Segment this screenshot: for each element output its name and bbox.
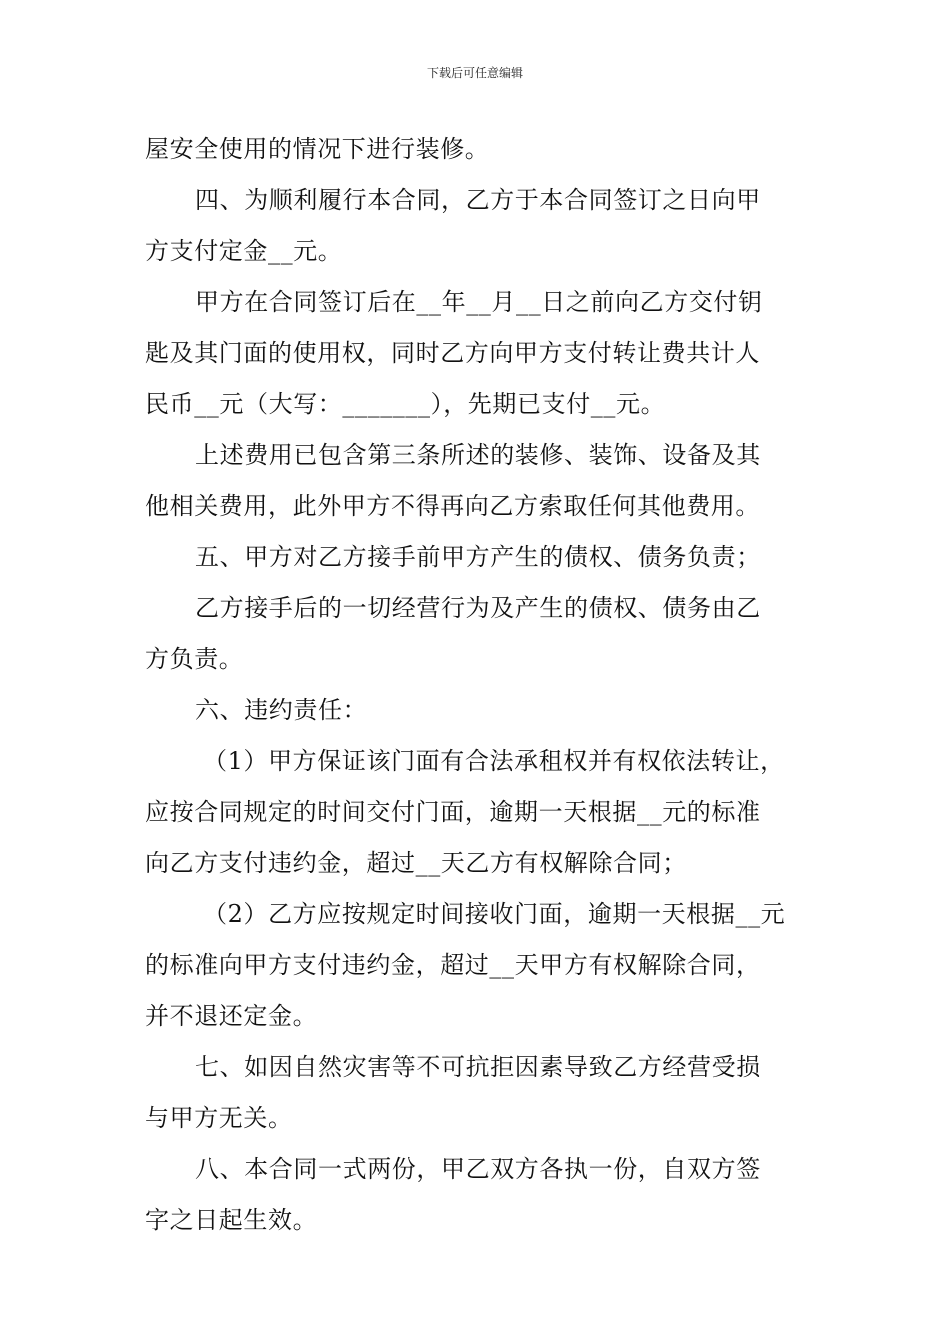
text-line: 六、违约责任： — [195, 696, 368, 724]
text-line: 屋安全使用的情况下进行装修。 — [145, 135, 490, 163]
text-line: 上述费用已包含第三条所述的装修、装饰、设备及其 — [195, 441, 761, 469]
text-line: 民币__元（大写：_______），先期已支付__元。 — [145, 390, 666, 418]
text-line: 向乙方支付违约金，超过__天乙方有权解除合同； — [145, 849, 687, 877]
text-line: 乙方接手后的一切经营行为及产生的债权、债务由乙 — [195, 594, 761, 622]
text-line: 方支付定金__元。 — [145, 237, 343, 265]
text-line: 五、甲方对乙方接手前甲方产生的债权、债务负责； — [195, 543, 761, 571]
text-line: 字之日起生效。 — [145, 1206, 318, 1234]
text-line: （1）甲方保证该门面有合法承租权并有权依法转让， — [203, 747, 785, 775]
text-line: 他相关费用，此外甲方不得再向乙方索取任何其他费用。 — [145, 492, 760, 520]
text-line: 方负责。 — [145, 645, 244, 673]
text-line: 与甲方无关。 — [145, 1104, 293, 1132]
text-line: 八、本合同一式两份，甲乙双方各执一份，自双方签 — [195, 1155, 761, 1183]
text-line: 四、为顺利履行本合同，乙方于本合同签订之日向甲 — [195, 186, 761, 214]
text-line: 甲方在合同签订后在__年__月__日之前向乙方交付钥 — [195, 288, 763, 316]
contract-body — [145, 124, 815, 1246]
text-line: 匙及其门面的使用权，同时乙方向甲方支付转让费共计人 — [145, 339, 760, 367]
page-header: 下载后可任意编辑 — [426, 66, 523, 80]
text-line: 并不退还定金。 — [145, 1002, 318, 1030]
text-line: （2）乙方应按规定时间接收门面，逾期一天根据__元 — [203, 900, 786, 928]
text-line: 的标准向甲方支付违约金，超过__天甲方有权解除合同， — [145, 951, 761, 979]
text-line: 应按合同规定的时间交付门面，逾期一天根据__元的标准 — [145, 798, 761, 826]
text-line: 七、如因自然灾害等不可抗拒因素导致乙方经营受损 — [195, 1053, 761, 1081]
